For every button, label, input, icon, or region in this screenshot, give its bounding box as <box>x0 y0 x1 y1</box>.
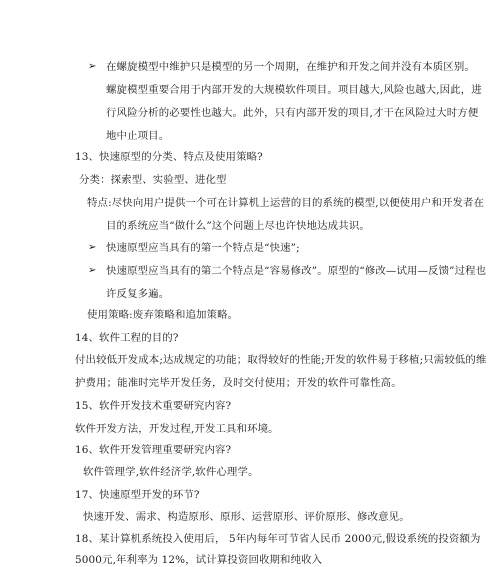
text-line: 付出较低开发成本;达成规定的功能；取得较好的性能;开发的软件易于移植;只需较低的维 <box>75 354 487 366</box>
text-line: 13、快速原型的分类、特点及使用策略? <box>75 151 263 163</box>
text-line: 软件开发方法，开发过程,开发工具和环境。 <box>75 423 279 435</box>
text-line: 快速开发、需求、构造原形、原形、运营原形、评价原形、修改意见。 <box>83 511 410 523</box>
bullet-arrow-icon: ➢ <box>88 265 97 276</box>
text-line: 快速原型应当具有的第二个特点是“容易修改”。原型的“修改—试用—反馈”过程也 <box>106 265 487 277</box>
text-line: 16、软件开发管理重要研究内容? <box>75 444 232 456</box>
text-line: 17、快速原型开发的环节? <box>75 489 200 501</box>
text-line: 15、软件开发技术重要研究内容? <box>75 400 232 412</box>
text-line: 在螺旋模型中维护只是模型的另一个周期，在维护和开发之间并没有本质区别。 <box>106 61 475 73</box>
text-line: 螺旋模型重要合用于内部开发的大规模软件项目。项目越大,风险也越大,因此，进 <box>106 84 482 96</box>
text-line: 使用策略:废弃策略和追加策略。 <box>87 309 239 321</box>
text-line: 软件管理学,软件经济学,软件心理学。 <box>83 466 259 478</box>
text-line: 目的系统应当“做什么”这个问题上尽也许快地达成共识。 <box>106 220 370 232</box>
text-line: 行风险分析的必要性也越大。此外，只有内部开发的项目,才干在风险过大时方便 <box>106 107 479 119</box>
text-line: 特点:尽快向用户提供一个可在计算机上运营的目的系统的模型,以便使用户和开发者在 <box>87 197 485 209</box>
text-line: 18、某计算机系统投入使用后， 5年内每年可节省人民币 2000元,假设系统的投资额为 <box>75 533 481 545</box>
text-line: 护费用；能准时完毕开发任务，及时交付使用；开发的软件可靠性高。 <box>75 377 402 389</box>
text-line: 地中止项目。 <box>106 130 170 142</box>
bullet-arrow-icon: ➢ <box>88 61 97 72</box>
bullet-arrow-icon: ➢ <box>88 242 97 253</box>
text-line: 许反复多遍。 <box>106 288 170 300</box>
text-line: 14、软件工程的目的? <box>75 332 179 344</box>
text-line: 分类：探索型、实验型、进化型 <box>79 174 227 186</box>
text-line: 5000元,年利率为 12%，试计算投资回收期和纯收入 <box>75 554 323 566</box>
text-line: 快速原型应当具有的第一个特点是“快速”; <box>106 242 300 254</box>
